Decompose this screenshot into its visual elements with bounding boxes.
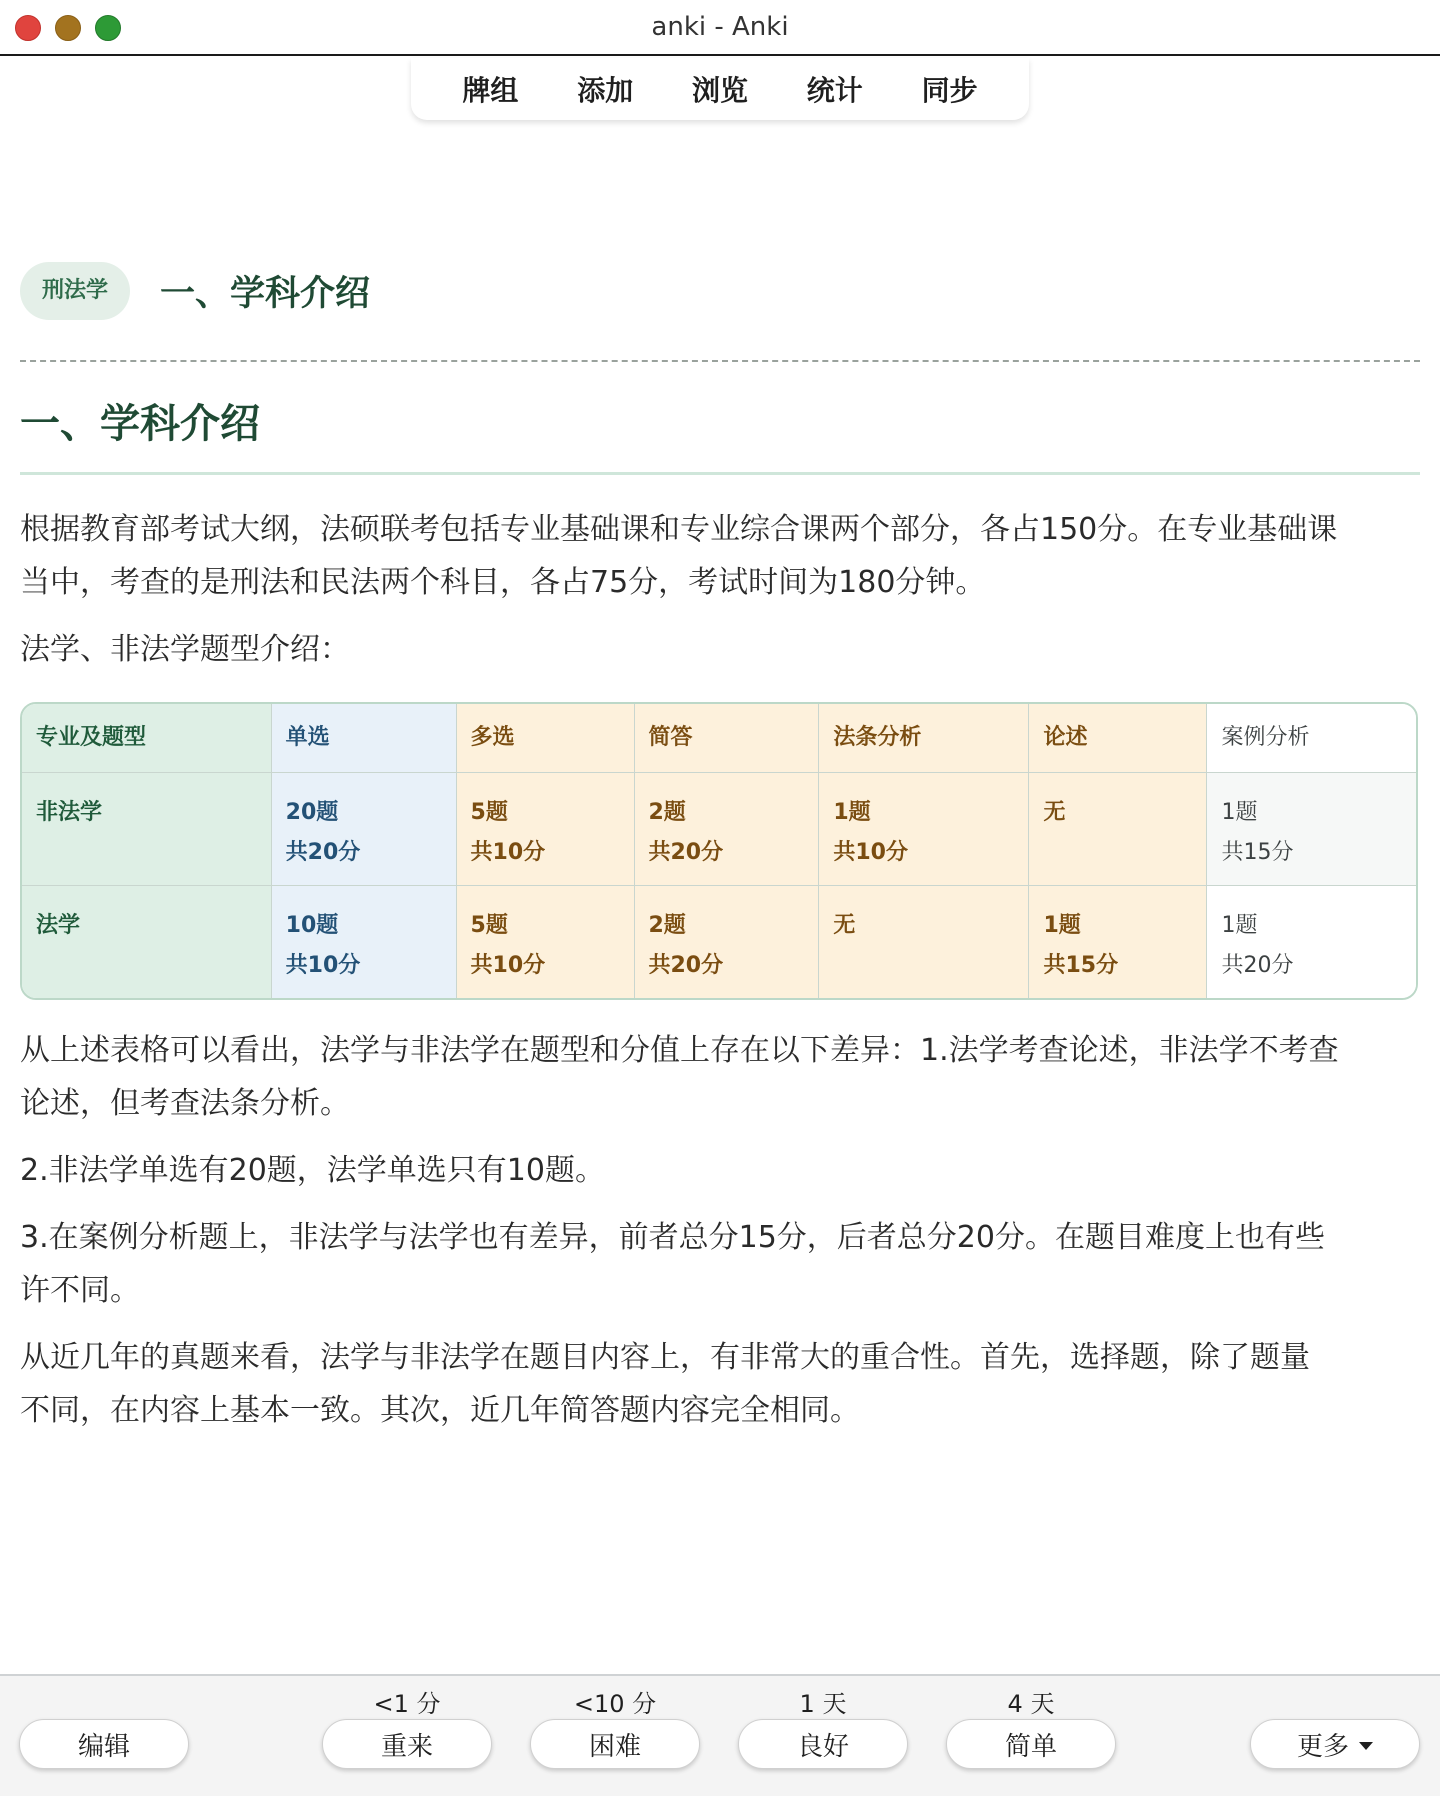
differences-paragraph <box>20 1024 1420 1130</box>
answer-bar <box>0 1674 1440 1796</box>
table-header-cell: 论述 <box>1029 704 1207 772</box>
toolbar-stats[interactable]: 统计 <box>806 74 863 107</box>
question-type-table <box>20 702 1418 1000</box>
good-button[interactable]: 良好 <box>738 1719 908 1769</box>
cell-score: 共10分 <box>833 839 908 865</box>
card-header <box>20 262 1420 320</box>
table-cell <box>819 772 1029 885</box>
section-title: 一、学科介绍 <box>20 401 260 447</box>
cell-count: 无 <box>1043 799 1066 825</box>
diff-line-1: 从上述表格可以看出，法学与非法学在题型和分值上存在以下差异：1.法学考查论述，非法学不考查 <box>20 1032 1339 1068</box>
cell-count: 20题 <box>285 799 339 825</box>
table-header-cell: 专业及题型 <box>22 704 271 772</box>
cell-score: 共20分 <box>648 839 724 865</box>
cell-count: 1题 <box>1221 912 1258 938</box>
table-header-cell: 法条分析 <box>819 704 1029 772</box>
easy-button[interactable]: 简单 <box>946 1719 1116 1769</box>
cell-count: 1题 <box>833 799 871 825</box>
table-header-cell: 案例分析 <box>1207 704 1416 772</box>
table-intro-paragraph: 法学、非法学题型介绍： <box>20 632 350 667</box>
table-cell <box>271 885 456 998</box>
cell-count: 1题 <box>1221 799 1258 825</box>
cell-score: 共10分 <box>470 952 546 978</box>
subject-tag: 刑法学 <box>20 262 130 320</box>
cell-count: 10题 <box>285 912 339 938</box>
toolbar-decks[interactable]: 牌组 <box>462 74 519 107</box>
good-due-label: 1 天 <box>799 1690 847 1718</box>
more-button-label: 更多 <box>1296 1731 1349 1762</box>
recent-years-paragraph <box>20 1331 1420 1437</box>
cell-score: 共10分 <box>285 952 361 978</box>
toolbar-browse[interactable]: 浏览 <box>691 74 748 107</box>
cell-count: 2题 <box>648 912 686 938</box>
table-cell <box>819 885 1029 998</box>
intro-line-1: 根据教育部考试大纲，法硕联考包括专业基础课和专业综合课两个部分，各占150分。在专业基础课 <box>20 512 1338 547</box>
table-header-cell: 简答 <box>634 704 819 772</box>
table-cell <box>634 772 819 885</box>
card-content <box>20 262 1420 1437</box>
more-button[interactable] <box>1250 1719 1420 1769</box>
diff-line-2: 论述，但考查法条分析。 <box>20 1085 350 1121</box>
cell-score: 共15分 <box>1221 839 1294 865</box>
card-front-title: 一、学科介绍 <box>160 274 371 314</box>
edit-button[interactable]: 编辑 <box>19 1719 189 1769</box>
table-cell <box>634 885 819 998</box>
cell-score: 共10分 <box>470 839 546 865</box>
point-3-paragraph <box>20 1211 1420 1317</box>
hard-button[interactable]: 困难 <box>530 1719 700 1769</box>
table-header-cell: 单选 <box>271 704 456 772</box>
table-cell <box>1029 885 1207 998</box>
window-title: anki - Anki <box>651 12 789 42</box>
point3-line-2: 许不同。 <box>20 1272 140 1308</box>
table-header-cell: 多选 <box>456 704 634 772</box>
point3-line-1: 3.在案例分析题上，非法学与法学也有差异，前者总分15分，后者总分20分。在题目难度上也有些 <box>20 1219 1325 1255</box>
point-2-paragraph: 2.非法学单选有20题，法学单选只有10题。 <box>20 1152 605 1188</box>
table-header-row <box>22 704 1416 772</box>
cell-count: 1题 <box>1043 912 1081 938</box>
table-cell <box>1207 772 1416 885</box>
cell-score: 共20分 <box>648 952 724 978</box>
cell-count: 2题 <box>648 799 686 825</box>
row-label: 法学 <box>22 885 271 998</box>
row-label: 非法学 <box>22 772 271 885</box>
caret-down-icon <box>1359 1742 1373 1750</box>
front-back-divider <box>20 360 1420 362</box>
recent-line-1: 从近几年的真题来看，法学与非法学在题目内容上，有非常大的重合性。首先，选择题，除了题量 <box>20 1339 1310 1375</box>
main-toolbar <box>411 58 1029 120</box>
cell-score: 共20分 <box>285 839 361 865</box>
cell-score: 共15分 <box>1043 952 1119 978</box>
cell-score: 共20分 <box>1221 952 1294 978</box>
intro-line-2: 当中，考查的是刑法和民法两个科目，各占75分，考试时间为180分钟。 <box>20 565 986 600</box>
toolbar-sync[interactable]: 同步 <box>921 74 978 107</box>
table-cell <box>456 772 634 885</box>
again-due-label: <1 分 <box>373 1690 441 1718</box>
table-row <box>22 885 1416 998</box>
title-bar <box>0 0 1440 56</box>
table-row <box>22 772 1416 885</box>
easy-due-label: 4 天 <box>1007 1690 1055 1718</box>
cell-count: 5题 <box>470 799 508 825</box>
toolbar-add[interactable]: 添加 <box>577 74 634 107</box>
section-title-rule <box>20 472 1420 475</box>
hard-due-label: <10 分 <box>573 1690 657 1718</box>
intro-paragraph <box>20 503 1420 609</box>
again-button[interactable]: 重来 <box>322 1719 492 1769</box>
recent-line-2: 不同，在内容上基本一致。其次，近几年简答题内容完全相同。 <box>20 1392 860 1428</box>
table-cell <box>456 885 634 998</box>
table-cell <box>271 772 456 885</box>
cell-count: 5题 <box>470 912 508 938</box>
table-cell <box>1029 772 1207 885</box>
table-cell <box>1207 885 1416 998</box>
cell-count: 无 <box>833 912 856 938</box>
